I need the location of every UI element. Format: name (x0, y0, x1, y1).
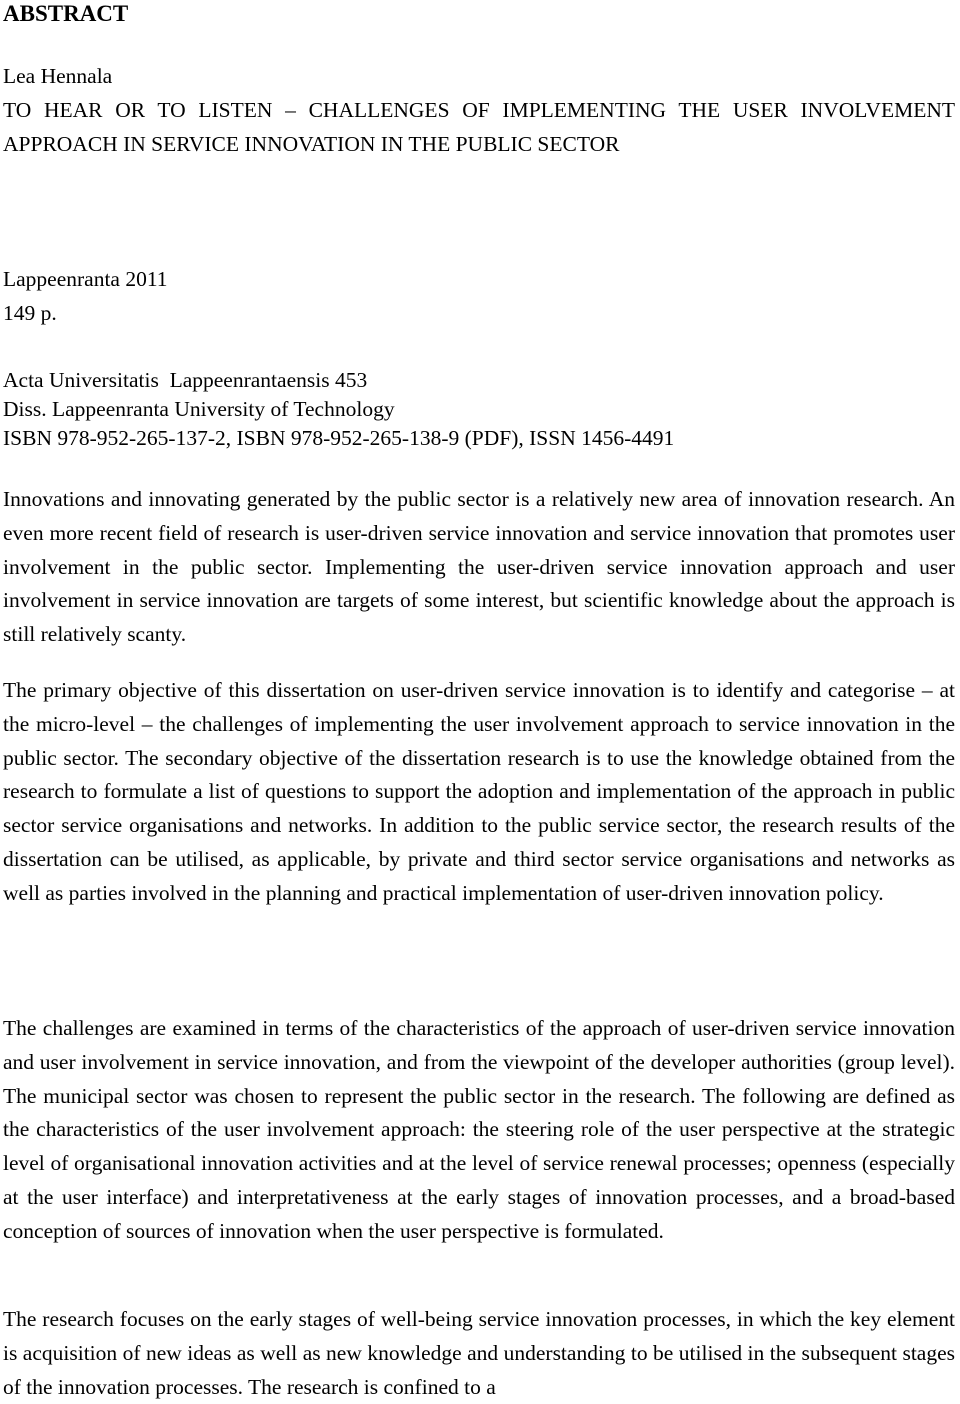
page-count: 149 p. (3, 301, 57, 325)
abstract-paragraph-4: The research focuses on the early stages of well-being service innovation processes, in which the key element is acquisition of new ideas as well as new knowledge and understanding to be utilised in the subsequent stages of the innovation processes. The research is confined to a (3, 1307, 955, 1399)
abstract-paragraph-2: The primary objective of this dissertation on user-driven service innovation is to identify and categorise – at the micro-level – the challenges of implementing the user involvement approach to service innovation in the public sector. The secondary objective of the dissertation research is to use the knowledge obtained from the research to formulate a list of questions to support the adoption and implementation of the approach in public sector service organisations and networks. In addition to the public service sector, the research results of the dissertation can be utilised, as applicable, by private and third sector service organisations and networks as well as parties involved in the planning and practical implementation of user-driven innovation policy. (3, 678, 955, 905)
series-name: Acta Universitatis Lappeenrantaensis 453 (3, 368, 368, 392)
isbn-info: ISBN 978-952-265-137-2, ISBN 978-952-265-138-9 (PDF), ISSN 1456-4491 (3, 426, 675, 450)
place-year: Lappeenranta 2011 (3, 267, 168, 291)
author-name: Lea Hennala (3, 64, 113, 88)
thesis-info: Diss. Lappeenranta University of Technology (3, 397, 395, 421)
dissertation-title: TO HEAR OR TO LISTEN – CHALLENGES OF IMPLEMENTING THE USER INVOLVEMENT APPROACH IN SERVICE INNOVATION IN THE PUBLIC SECTOR (3, 98, 955, 156)
abstract-heading: ABSTRACT (3, 1, 129, 26)
abstract-paragraph-3: The challenges are examined in terms of the characteristics of the approach of user-driven service innovation and user involvement in service innovation, and from the viewpoint of the developer authorities (group level). The municipal sector was chosen to represent the public sector in the research. The following are defined as the characteristics of the user involvement approach: the steering role of the user perspective at the strategic level of organisational innovation activities and at the level of service renewal processes; openness (especially at the user interface) and interpretativeness at the early stages of innovation processes, and a broad-based conception of sources of innovation when the user perspective is formulated. (3, 1016, 955, 1243)
abstract-paragraph-1: Innovations and innovating generated by the public sector is a relatively new area of innovation research. An even more recent field of research is user-driven service innovation and service innovation that promotes user involvement in the public sector. Implementing the user-driven service innovation approach and user involvement in service innovation are targets of some interest, but scientific knowledge about the approach is still relatively scanty. (3, 487, 955, 647)
